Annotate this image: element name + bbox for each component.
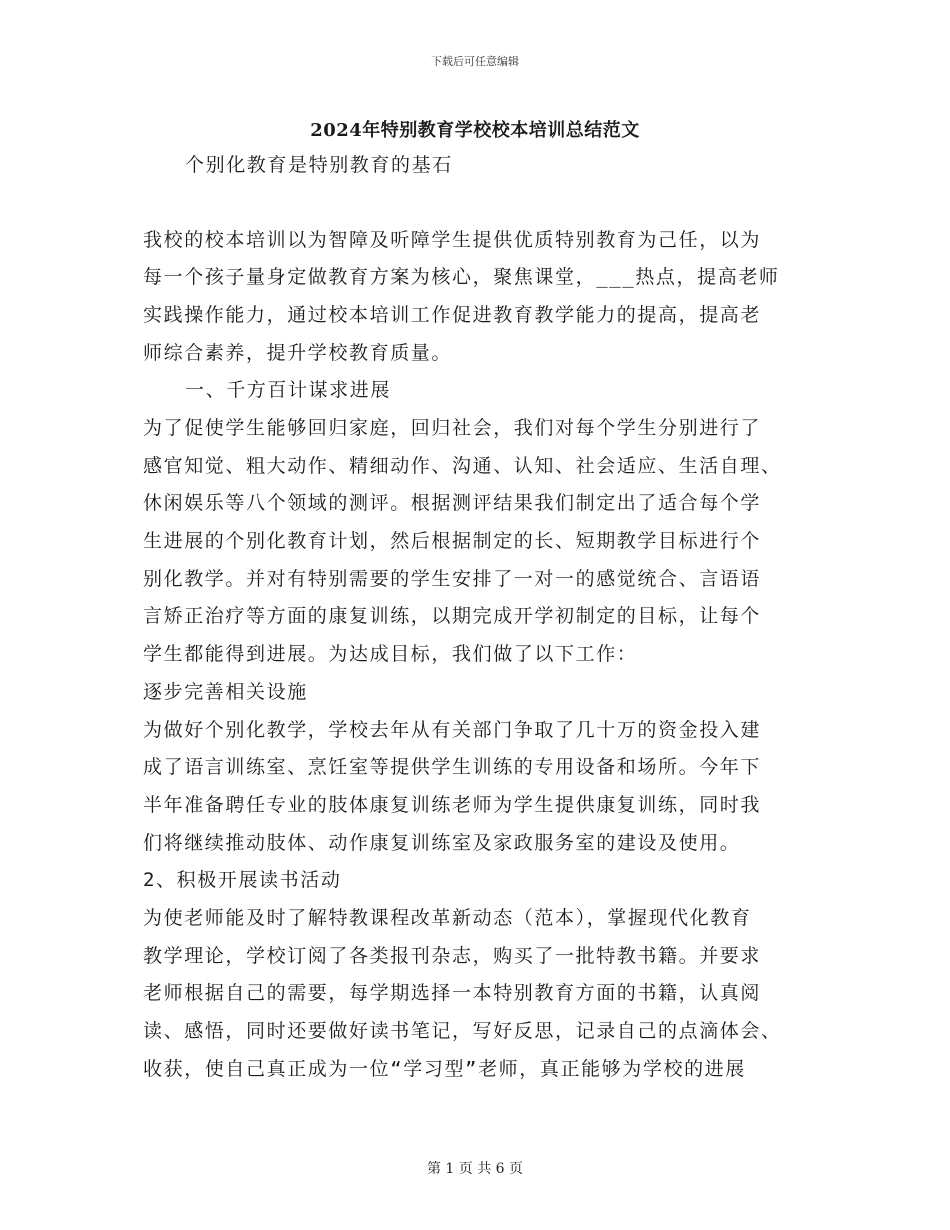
paragraph-line: 收获，使自己真正成为一位“学习型”老师，真正能够为学校的进展 xyxy=(143,1058,746,1080)
paragraph-line: 生进展的个别化教育计划，然后根据制定的长、短期教学目标进行个 xyxy=(143,530,762,552)
paragraph-line: 为做好个别化教学，学校去年从有关部门争取了几十万的资金投入建 xyxy=(143,719,762,741)
header-note: 下载后可任意编辑 xyxy=(431,55,519,68)
paragraph-line: 教学理论，学校订阅了各类报刊杂志，购买了一批特教书籍。并要求 xyxy=(143,945,762,967)
section-heading: 一、千方百计谋求进展 xyxy=(185,379,392,401)
paragraph-line: 学生都能得到进展。为达成目标，我们做了以下工作： xyxy=(143,643,638,665)
paragraph-line: 为使老师能及时了解特教课程改革新动态（范本），掌握现代化教育 xyxy=(143,907,752,929)
paragraph-line: 言矫正治疗等方面的康复训练，以期完成开学初制定的目标，让每个 xyxy=(143,605,762,627)
page-footer: 第 1 页 共 6 页 xyxy=(426,1161,524,1177)
document-title: 2024年特别教育学校校本培训总结范文 xyxy=(310,120,640,141)
paragraph-line: 我校的校本培训以为智障及听障学生提供优质特别教育为己任，以为 xyxy=(143,229,762,251)
paragraph-line: 每一个孩子量身定做教育方案为核心，聚焦课堂，___热点，提高老师 xyxy=(143,266,780,288)
paragraph-line: 老师根据自己的需要，每学期选择一本特别教育方面的书籍，认真阅 xyxy=(143,982,762,1004)
subsection-heading: 2、积极开展读书活动 xyxy=(143,869,342,891)
paragraph-line: 成了语言训练室、烹饪室等提供学生训练的专用设备和场所。今年下 xyxy=(143,756,762,778)
paragraph-line: 为了促使学生能够回归家庭，回归社会，我们对每个学生分别进行了 xyxy=(143,417,762,439)
paragraph-line: 休闲娱乐等八个领域的测评。根据测评结果我们制定出了适合每个学 xyxy=(143,492,762,514)
paragraph-line: 师综合素养，提升学校教育质量。 xyxy=(143,342,453,364)
paragraph-line: 别化教学。并对有特别需要的学生安排了一对一的感觉统合、言语语 xyxy=(143,568,762,590)
paragraph-line: 感官知觉、粗大动作、精细动作、沟通、认知、社会适应、生活自理、 xyxy=(143,455,782,477)
subsection-heading: 逐步完善相关设施 xyxy=(143,681,308,703)
paragraph-line: 读、感悟，同时还要做好读书笔记，写好反思，记录自己的点滴体会、 xyxy=(143,1020,782,1042)
paragraph-line: 半年准备聘任专业的肢体康复训练老师为学生提供康复训练，同时我 xyxy=(143,794,762,816)
paragraph-line: 们将继续推动肢体、动作康复训练室及家政服务室的建设及使用。 xyxy=(143,832,741,854)
paragraph-line: 实践操作能力，通过校本培训工作促进教育教学能力的提高，提高老 xyxy=(143,304,762,326)
subtitle-line: 个别化教育是特别教育的基石 xyxy=(185,154,453,176)
